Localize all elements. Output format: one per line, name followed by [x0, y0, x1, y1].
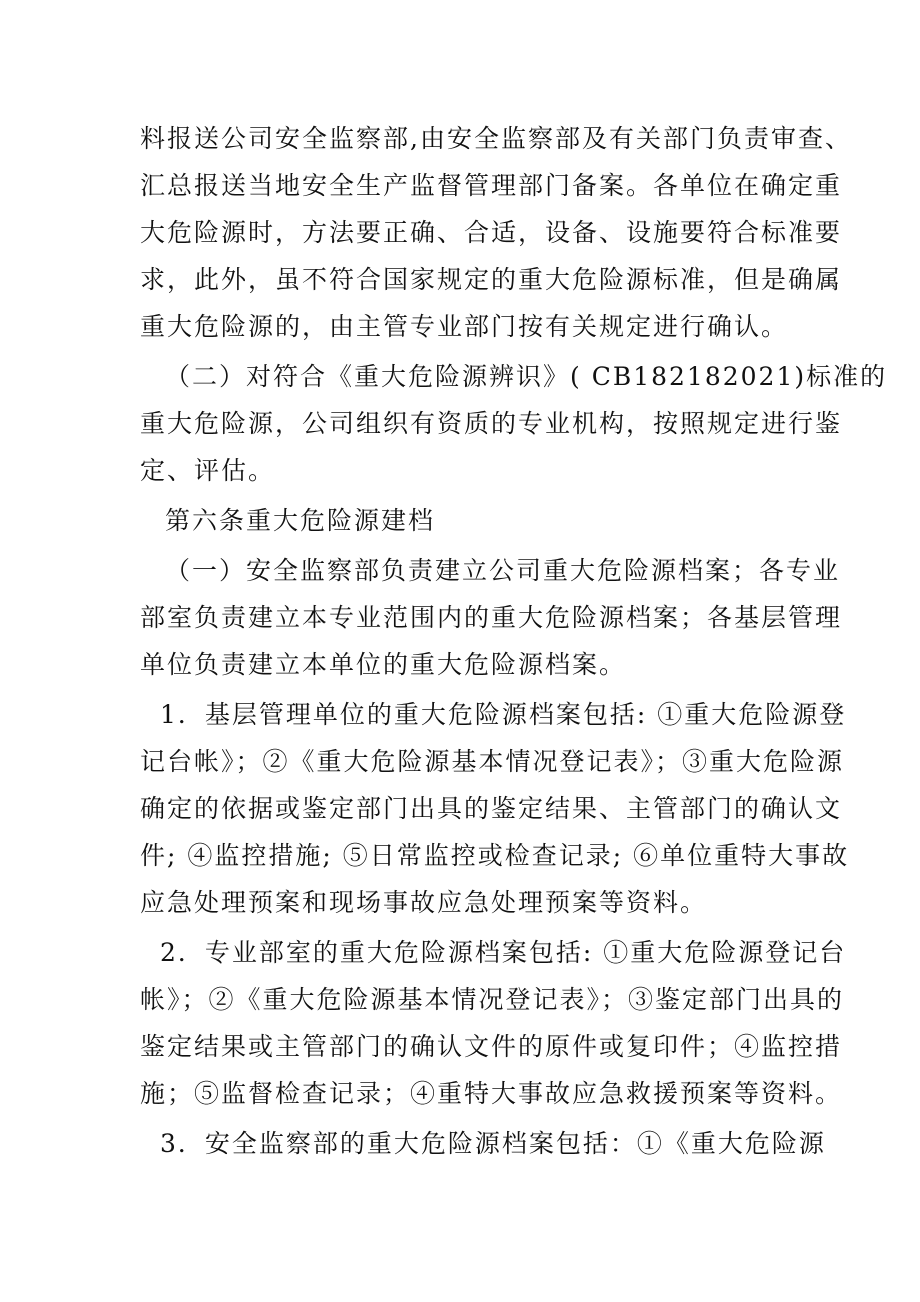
text-line: 重大危险源，公司组织有资质的专业机构，按照规定进行鉴 — [140, 409, 843, 438]
text-line: 单位负责建立本单位的重大危险源档案。 — [140, 650, 627, 679]
text-line: 确定的依据或鉴定部门出具的鉴定结果、主管部门的确认文 — [140, 794, 843, 823]
text-line: 求，此外，虽不符合国家规定的重大危险源标准，但是确属 — [140, 265, 843, 294]
section-heading: 第六条重大危险源建档 — [165, 506, 436, 535]
text-line: 大危险源时，方法要正确、合适，设备、设施要符合标准要 — [140, 218, 843, 247]
text-line: 应急处理预案和现场事故应急处理预案等资料。 — [140, 888, 708, 917]
text-line: 帐》；②《重大危险源基本情况登记表》；③鉴定部门出具的 — [140, 985, 845, 1014]
text-line: 件; ④监控措施; ⑤日常监控或检查记录; ⑥单位重特大事故 — [140, 841, 850, 870]
text-line: 定、评估。 — [140, 456, 276, 485]
text-line: 鉴定结果或主管部门的确认文件的原件或复印件；④监控措 — [140, 1032, 843, 1061]
text-line: 记台帐》；②《重大危险源基本情况登记表》；③重大危险源 — [140, 747, 845, 776]
text-line: （二）对符合《重大危险源辨识》( CB182182021)标准的 — [165, 362, 888, 391]
text-line: 3．安全监察部的重大危险源档案包括：①《重大危险源 — [160, 1129, 826, 1158]
text-line: 2．专业部室的重大危险源档案包括: ①重大危险源登记台 — [160, 938, 847, 967]
text-line: （一）安全监察部负责建立公司重大危险源档案；各专业 — [165, 556, 841, 585]
text-line: 料报送公司安全监察部,由安全监察部及有关部门负责审查、 — [140, 124, 852, 153]
text-line: 部室负责建立本专业范围内的重大危险源档案；各基层管理 — [140, 603, 843, 632]
text-line: 施；⑤监督检查记录；④重特大事故应急救援预案等资料。 — [140, 1079, 843, 1108]
text-line: 1．基层管理单位的重大危险源档案包括: ①重大危险源登 — [160, 700, 847, 729]
text-line: 汇总报送当地安全生产监督管理部门备案。各单位在确定重 — [140, 171, 843, 200]
text-line: 重大危险源的，由主管专业部门按有关规定进行确认。 — [140, 312, 789, 341]
